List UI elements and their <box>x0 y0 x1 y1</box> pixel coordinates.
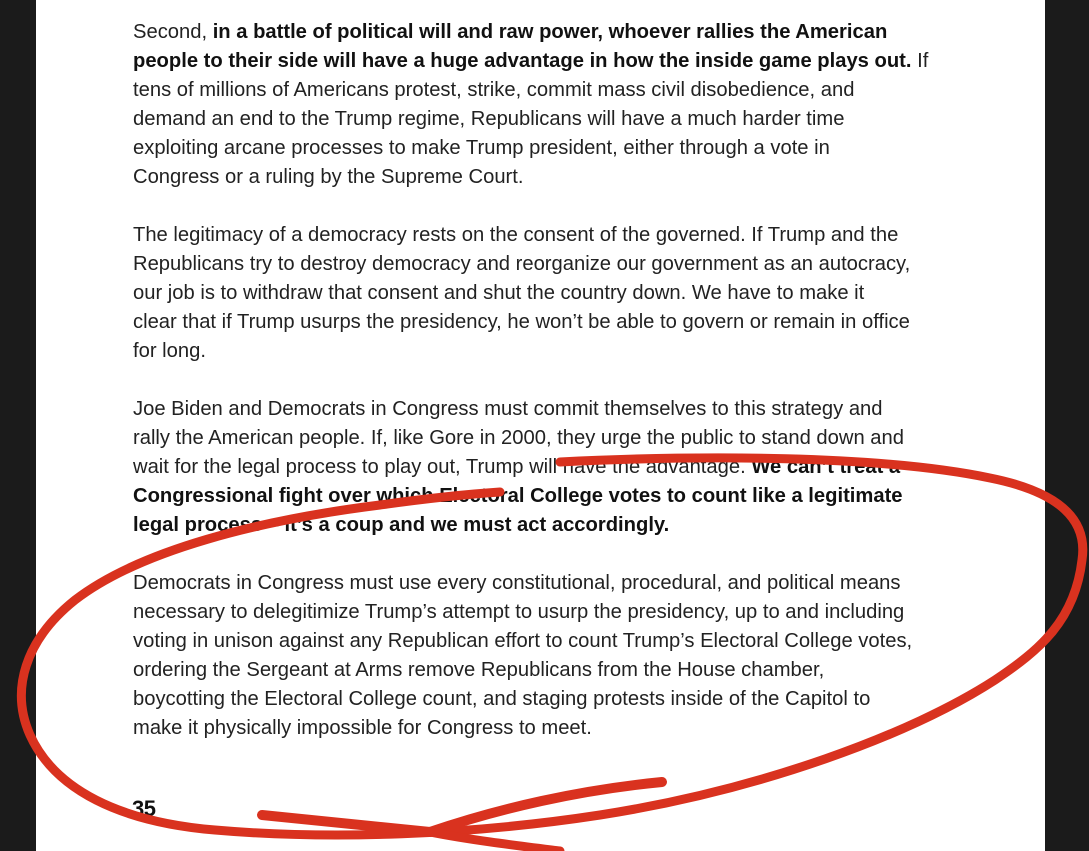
p4-line4: ordering the Sergeant at Arms remove Republicans from the House chamber, <box>133 659 825 681</box>
paragraph-gap <box>133 192 963 221</box>
p1-line1-bold: in a battle of political will and raw power, whoever rallies the American <box>212 21 888 43</box>
p4-line3: voting in unison against any Republican effort to count Trump’s Electoral College votes, <box>133 630 913 652</box>
p3-line3-bold: We can’t treat a <box>751 456 901 478</box>
page-number: 35 <box>132 796 156 821</box>
p2-line3: our job is to withdraw that consent and shut the country down. We have to make it <box>133 282 865 304</box>
p1-line3: tens of millions of Americans protest, strike, commit mass civil disobedience, and <box>133 79 855 101</box>
right-dark-border <box>1045 0 1089 851</box>
p4-line2: necessary to delegitimize Trump’s attempt to usurp the presidency, up to and including <box>133 601 905 623</box>
p4-line6: make it physically impossible for Congress to meet. <box>133 717 592 739</box>
p1-line2-text: If <box>911 50 929 72</box>
p4-line5: boycotting the Electoral College count, and staging protests inside of the Capitol to <box>133 688 871 710</box>
p1-line2-bold: people to their side will have a huge advantage in how the inside game plays out. <box>133 50 912 72</box>
p2-line4: clear that if Trump usurps the presidency, he won’t be able to govern or remain in office <box>133 311 910 333</box>
p2-line2: Republicans try to destroy democracy and reorganize our government as an autocracy, <box>133 253 911 275</box>
p3-line1: Joe Biden and Democrats in Congress must commit themselves to this strategy and <box>133 398 883 420</box>
p3-line5-bold: legal process – it’s a coup and we must act accordingly. <box>133 514 670 536</box>
p3-line3-text: wait for the legal process to play out, Trump will have the advantage. <box>133 456 752 478</box>
p3-line2: rally the American people. If, like Gore in 2000, they urge the public to stand down and <box>133 427 904 449</box>
left-dark-border <box>0 0 36 851</box>
p2-line5: for long. <box>133 340 206 362</box>
p1-line1-text: Second, <box>133 21 213 43</box>
paragraph-3 <box>133 395 963 540</box>
p1-line4: demand an end to the Trump regime, Republicans will have a much harder time <box>133 108 845 130</box>
p1-line6: Congress or a ruling by the Supreme Court. <box>133 166 524 188</box>
document-body <box>133 18 963 743</box>
paragraph-4 <box>133 569 963 743</box>
p2-line1: The legitimacy of a democracy rests on the consent of the governed. If Trump and the <box>133 224 899 246</box>
paragraph-gap <box>133 540 963 569</box>
paragraph-1 <box>133 18 963 192</box>
paragraph-gap <box>133 366 963 395</box>
p1-line5: exploiting arcane processes to make Trump president, either through a vote in <box>133 137 830 159</box>
p4-line1: Democrats in Congress must use every constitutional, procedural, and political means <box>133 572 901 594</box>
p3-line4-bold: Congressional fight over which Electoral College votes to count like a legitimate <box>133 485 903 507</box>
paragraph-2 <box>133 221 963 366</box>
